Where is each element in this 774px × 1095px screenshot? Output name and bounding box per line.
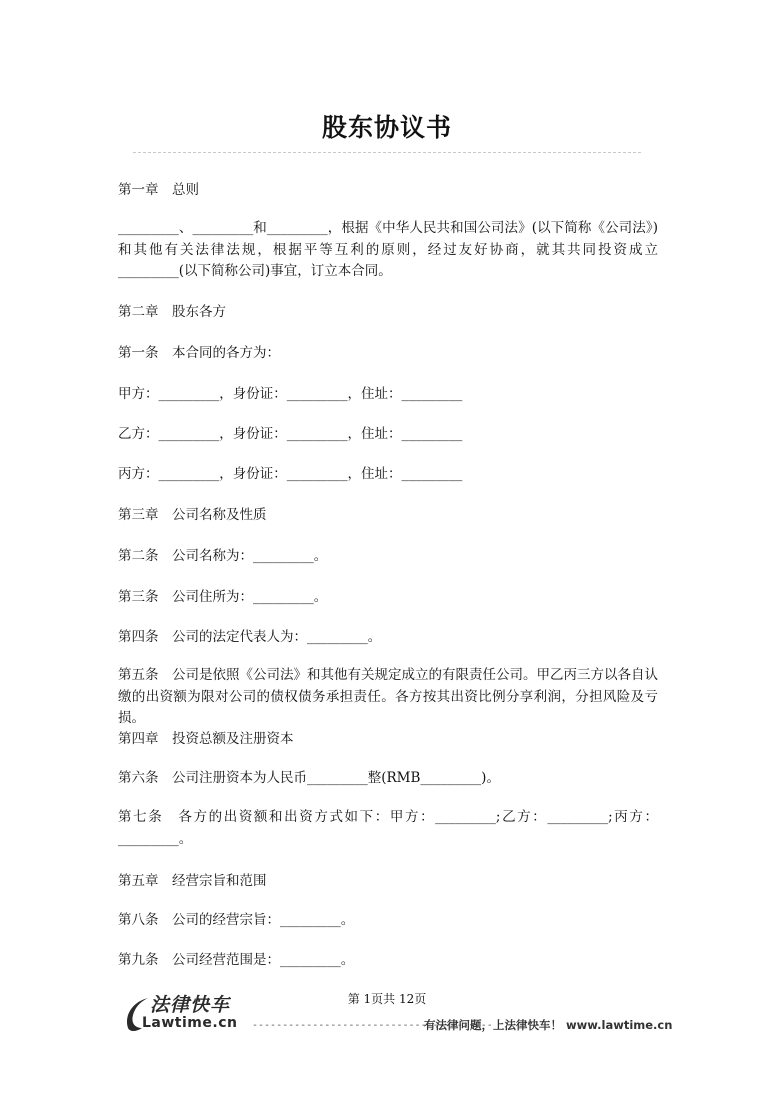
chapter-heading: 第一章 总则 (118, 182, 199, 198)
article: 第六条 公司注册资本为人民币_________整(RMB_________)。 (118, 770, 500, 786)
footer-slogan: 有法律问题，上法律快车！ www.lawtime.cn (424, 1018, 673, 1032)
paragraph: _________、_________和_________，根据《中华人民共和国公司法》(以下简称《公司法》)和其他有关法律法规，根据平等互利的原则，经过友好协商，就其共同投资成立_________(以下简称公司)事宜，订立本合同。 (118, 220, 658, 279)
party-line: 丙方：_________，身份证：_________，住址：_________ (118, 466, 463, 482)
article: 第二条 公司名称为：_________。 (118, 548, 328, 564)
party-line: 甲方：_________，身份证：_________，住址：_________ (118, 386, 463, 402)
chapter-heading: 第三章 公司名称及性质 (118, 507, 267, 523)
chapter-heading: 第五章 经营宗旨和范围 (118, 873, 267, 889)
article: 第三条 公司住所为：_________。 (118, 589, 328, 605)
logo-chinese-text: 法律快车 (150, 994, 231, 1016)
article: 第一条 本合同的各方为： (118, 345, 280, 361)
article: 第九条 公司经营范围是：_________。 (118, 952, 355, 968)
page-number: 第 1页共 12页 (347, 992, 427, 1006)
paragraph: 第七条 各方的出资额和出资方式如下：甲方：_________;乙方：_________;丙方：_________。 (118, 809, 658, 847)
footer-dashes: ---------------------------------------- (252, 1020, 493, 1031)
article: 第四条 公司的法定代表人为：_________。 (118, 629, 382, 645)
document-title: 股东协议书 (321, 113, 452, 142)
logo-english-text: Lawtime.cn (142, 1015, 238, 1031)
paragraph: 第五条 公司是依照《公司法》和其他有关规定成立的有限责任公司。甲乙丙三方以各自认缴的出资额为限对公司的债权债务承担责任。各方按其出资比例分享利润，分担风险及亏损。 (118, 667, 658, 726)
party-line: 乙方：_________，身份证：_________，住址：_________ (118, 426, 463, 442)
chapter-heading: 第二章 股东各方 (118, 304, 226, 320)
title-divider (133, 152, 641, 153)
lawtime-logo (122, 990, 252, 1034)
chapter-heading: 第四章 投资总额及注册资本 (118, 731, 294, 747)
article: 第八条 公司的经营宗旨：_________。 (118, 912, 355, 928)
page-footer (0, 990, 774, 1040)
